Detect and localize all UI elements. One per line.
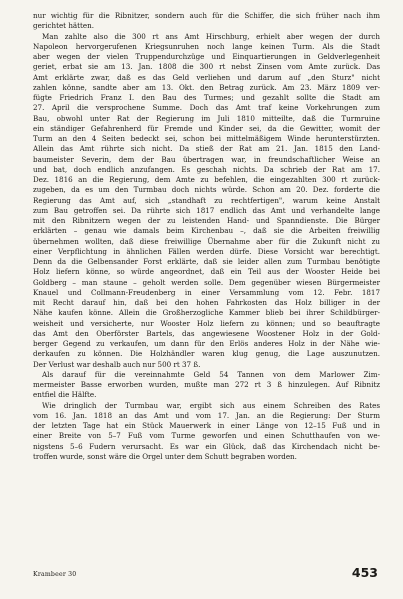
text-line: der letzten Tage hat ein Stück Mauerwerk in einer Länge von 12–15 Fuß und in: [33, 421, 380, 430]
text-line: aber wegen der vielen Truppendurchzüge und Einquartierungen in Geldverlegenheit: [33, 52, 380, 61]
text-line: geriet, erbat sie am 13. Jan. 1808 die 300 rt nebst Zinsen vom Amte zurück. Das: [33, 62, 380, 72]
text-line: Als darauf für die vereinnahmte Geld 54 Tannen von dem Marlower Zim-: [42, 369, 380, 379]
text-line: ein ständiger Gefahrenherd für Fremde und Kinder sei, da die Gewitter, womit der: [33, 123, 380, 133]
text-line: Bau, obwohl unter Rat der Regierung im Juli 1810 mitteilte, daß die Turmruine: [33, 113, 380, 123]
text-line: fügte Friedrich Franz I. den Bau des Turmes; und gezahlt sollte die Stadt am: [33, 93, 380, 102]
text-line: Nähe kaufen könne. Allein die Großherzogliche Kammer blieb bei ihrer Schildbürger-: [33, 308, 380, 318]
text-line: mermeister Basse erworben wurden, mußte man 272 rt 3 ß hinzulegen. Auf Ribnitz: [33, 380, 380, 389]
text-line: gerichtet hätten.: [33, 21, 95, 31]
paragraph: [33, 401, 380, 463]
text-line: zum Bau getroffen sei. Da rührte sich 1817 endlich das Amt und verhandelte lange: [33, 205, 380, 215]
text-line: Dez. 1816 an die Regierung, dem Amte zu befehlen, die eingezahlten 300 rt zurück-: [33, 175, 380, 184]
text-line: nur wichtig für die Ribnitzer, sondern auch für die Schiffer, die sich früher nach ihm: [33, 11, 380, 20]
text-line: troffen wurde, sonst wäre die Orgel unter dem Schutt begraben worden.: [33, 451, 297, 461]
text-line: mit den Ribnitzern wegen der zu leistenden Hand- und Spanndienste. Die Bürger: [33, 216, 380, 225]
text-line: Goldberg – man staune – geholt werden solle. Dem gegenüber wiesen Bürgermeister: [33, 277, 380, 287]
text-line: erklärten – genau wie damals beim Kirchenbau –, daß sie die Arbeiten freiwillig: [33, 226, 380, 236]
text-line: vom 16. Jan. 1818 an das Amt und vom 17. Jan. an die Regierung: Der Sturm: [33, 410, 380, 420]
printer-signature: Krambeer 30: [33, 571, 77, 578]
text-line: entfiel die Hälfte.: [33, 390, 97, 400]
text-line: und bat, doch endlich anzufangen. Es geschah nichts. Da schrieb der Rat am 17.: [33, 164, 380, 174]
text-line: Der Verlust war deshalb auch nur 500 rt 37 ß.: [33, 359, 201, 369]
paragraph: [33, 32, 380, 370]
text-line: Napoleon hervorgerufenen Kriegsunruhen noch lange keinen Turm. Als die Stadt: [33, 41, 380, 51]
text-line: das Amt den Oberförster Bartels, das angewiesene Woostener Holz in der Gold-: [33, 328, 380, 338]
text-line: Holz liefern könne, so würde angeordnet, daß ein Teil aus der Wooster Heide bei: [33, 267, 380, 277]
text-line: einer Breite von 5–7 Fuß vom Turme geworfen und einen Schutthaufen von we-: [33, 431, 380, 441]
body-text: [33, 11, 380, 462]
text-line: Turm an den 4 Seiten bedeckt sei, schon bei mittelmäßigem Winde herunterstürzten.: [33, 134, 380, 143]
page-footer: [33, 565, 380, 585]
page-number: 453: [351, 565, 378, 580]
text-line: derkaufen zu können. Die Holzhändler waren klug genug, die Lage auszunutzen.: [33, 349, 380, 359]
text-line: weisheit und versicherte, nur Wooster Holz liefern zu können; und so beauftragte: [33, 318, 380, 328]
text-line: zugeben, da es um den Turmbau doch nichts würde. Schon am 20. Dez. forderte die: [33, 185, 380, 195]
text-line: mit Recht darauf hin, daß bei den hohen Fahrkosten das Holz billiger in der: [33, 298, 380, 307]
text-line: Regierung das Amt auf, sich „standhaft zu rechtfertigen", warum keine Anstalt: [33, 195, 380, 205]
text-line: Allein das Amt rührte sich nicht. Da stieß der Rat am 21. Jan. 1815 den Land-: [33, 144, 380, 154]
text-line: 27. April die versprochene Summe. Doch das Amt traf keine Vorkehrungen zum: [33, 103, 380, 113]
text-line: Knauel und Collmann-Freudenberg in einer Versammlung vom 12. Febr. 1817: [33, 287, 380, 297]
text-line: Amt erklärte zwar, daß es das Geld verliehen und darum auf „den Sturz" nicht: [33, 72, 380, 82]
text-line: berger Gegend zu verkaufen, um dann für den Erlös anderes Holz in der Nähe wie-: [33, 339, 380, 348]
text-line: Wie dringlich der Turmbau war, ergibt sich aus einem Schreiben des Rates: [42, 400, 380, 410]
text-line: nigstens 5–6 Fudern verursacht. Es war ein Glück, daß das Kirchendach nicht be-: [33, 441, 380, 451]
text-line: übernehmen wollten, daß diese freiwillige Übernahme aber für die Zukunft nicht zu: [33, 236, 380, 246]
text-line: Man zahlte also die 300 rt ans Amt Hirschburg, erhielt aber wegen der durch: [42, 31, 380, 41]
text-line: Denn da die Gelbensander Forst erklärte, daß sie leider allen zum Turmbau benötigte: [33, 257, 380, 266]
text-line: einer Verpflichtung in ähnlichen Fällen werden dürfe. Diese Vorsicht war berechtigt.: [33, 246, 380, 256]
text-line: baumeister Severin, dem der Bau übertragen war, in freundschaftlicher Weise an: [33, 154, 380, 164]
paragraph: [33, 370, 380, 401]
paragraph: [33, 11, 380, 32]
text-line: zahlen könne, sandte aber am 13. Okt. den Betrag zurück. Am 23. März 1809 ver-: [33, 82, 380, 92]
